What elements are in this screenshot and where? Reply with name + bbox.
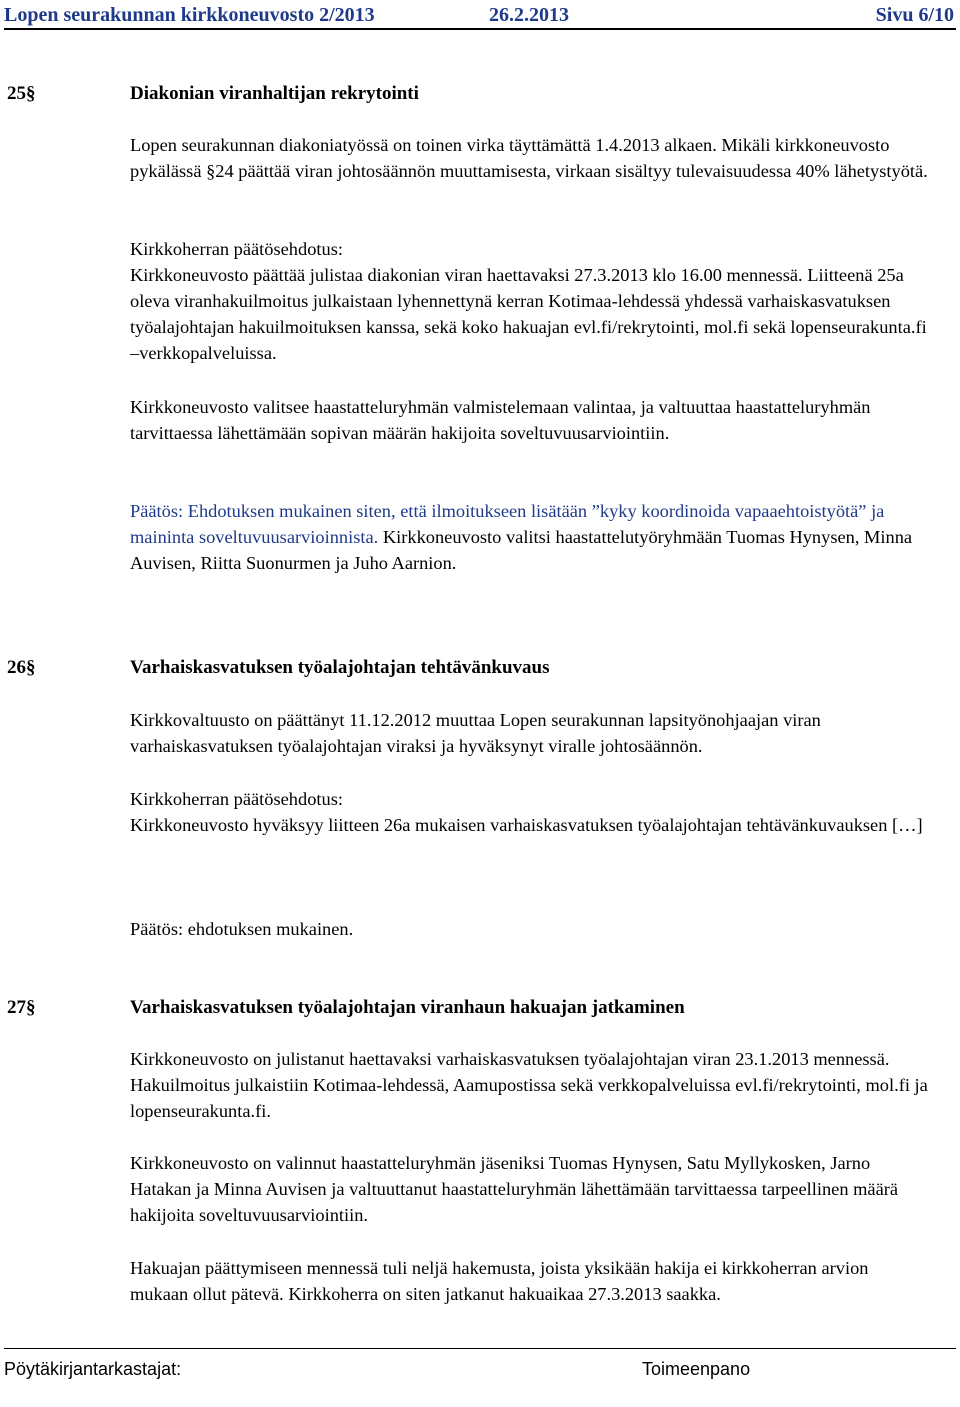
proposal-text: Kirkkoneuvosto hyväksyy liitteen 26a mukaisen varhaiskasvatuksen työalajohtajan tehtävänkuvauksen […]: [130, 815, 923, 835]
section-26-proposal: [130, 786, 930, 838]
section-25-paragraph-3: Kirkkoneuvosto valitsee haastatteluryhmän valmistelemaan valintaa, ja valtuuttaa haastatteluryhmän tarvittaessa lähettämään sopivan määrän hakijoita soveltuvuusarviointiin.: [130, 397, 871, 443]
section-title: Diakonian viranhaltijan rekrytointi: [130, 83, 419, 104]
section-27-paragraph-2: Kirkkoneuvosto on valinnut haastatteluryhmän jäseniksi Tuomas Hynysen, Satu Myllykosken, Jarno Hatakan ja Minna Auvisen ja valtuuttanut haastatteluryhmän lähettämään tarvittaessa tarpeellinen määrä hakijoita soveltuvuusarviointiin.: [130, 1153, 899, 1225]
section-25-proposal: [130, 236, 930, 366]
footer-reviewers-label: Pöytäkirjantarkastajat:: [4, 1359, 182, 1379]
page-footer: [4, 1348, 956, 1379]
section-27-paragraph-3: Hakuajan päättymiseen mennessä tuli neljä hakemusta, joista yksikään hakija ei kirkkoherran arvion mukaan ollut pätevä. Kirkkoherra on siten jatkanut hakuaikaa 27.3.2013 saakka.: [130, 1258, 869, 1304]
section-number: 26§: [7, 657, 36, 678]
section-title: Varhaiskasvatuksen työalajohtajan viranhaun hakuajan jatkaminen: [130, 997, 685, 1018]
meeting-date: 26.2.2013: [489, 4, 569, 26]
section-26-decision: Päätös: ehdotuksen mukainen.: [130, 919, 354, 939]
page-number: Sivu 6/10: [875, 4, 954, 26]
proposal-text: Kirkkoneuvosto päättää julistaa diakonian viran haettavaksi 27.3.2013 klo 16.00 mennessä. Liitteenä 25a oleva viranhakuilmoitus julkaistaan lyhennettynä kerran Kotimaa-lehdessä yhdessä varhaiskasvatuksen työalajohtajan hakuilmoituksen kanssa, sekä koko hakuajan evl.fi/rekrytointi, mol.fi sekä lopenseurakunta.fi –verkkopalveluissa.: [130, 265, 927, 363]
proposal-label: Kirkkoherran päätösehdotus:: [130, 789, 343, 809]
section-number: 25§: [7, 83, 36, 104]
footer-implementation-label: Toimeenpano: [642, 1359, 751, 1379]
decision-text: Päätös: Ehdotuksen mukainen siten, että ilmoitukseen lisätään ”kyky koordinoida vapaaehtoistyötä” ja maininta soveltuvuusarvioinnista.: [130, 501, 885, 547]
decision-addition: Kirkkoneuvosto valitsi haastattelutyöryhmään Tuomas Hynysen, Minna Auvisen, Riitta Suonurmen ja Juho Aarnion.: [130, 527, 913, 573]
section-number: 27§: [7, 997, 36, 1018]
proposal-label: Kirkkoherran päätösehdotus:: [130, 239, 343, 259]
section-26-paragraph-1: Kirkkovaltuusto on päättänyt 11.12.2012 muuttaa Lopen seurakunnan lapsityönohjaajan viran varhaiskasvatuksen työalajohtajan viraksi ja hyväksynyt viralle johtosäännön.: [130, 710, 821, 756]
section-25-decision: [130, 498, 930, 576]
section-title: Varhaiskasvatuksen työalajohtajan tehtävänkuvaus: [130, 657, 550, 678]
page-header: [4, 0, 956, 30]
section-25-paragraph-1: Lopen seurakunnan diakoniatyössä on toinen virka täyttämättä 1.4.2013 alkaen. Mikäli kirkkoneuvosto pykälässä §24 päättää viran johtosäännön muuttamisesta, virkaan sisältyy tulevaisuudessa 40% lähetystyötä.: [130, 135, 928, 181]
section-27-paragraph-1: Kirkkoneuvosto on julistanut haettavaksi varhaiskasvatuksen työalajohtajan viran 23.1.2013 mennessä. Hakuilmoitus julkaistiin Kotimaa-lehdessä, Aamupostissa sekä verkkopalveluissa evl.fi/rekrytointi, mol.fi ja lopenseurakunta.fi.: [130, 1049, 928, 1121]
document-title: Lopen seurakunnan kirkkoneuvosto 2/2013: [4, 4, 375, 26]
